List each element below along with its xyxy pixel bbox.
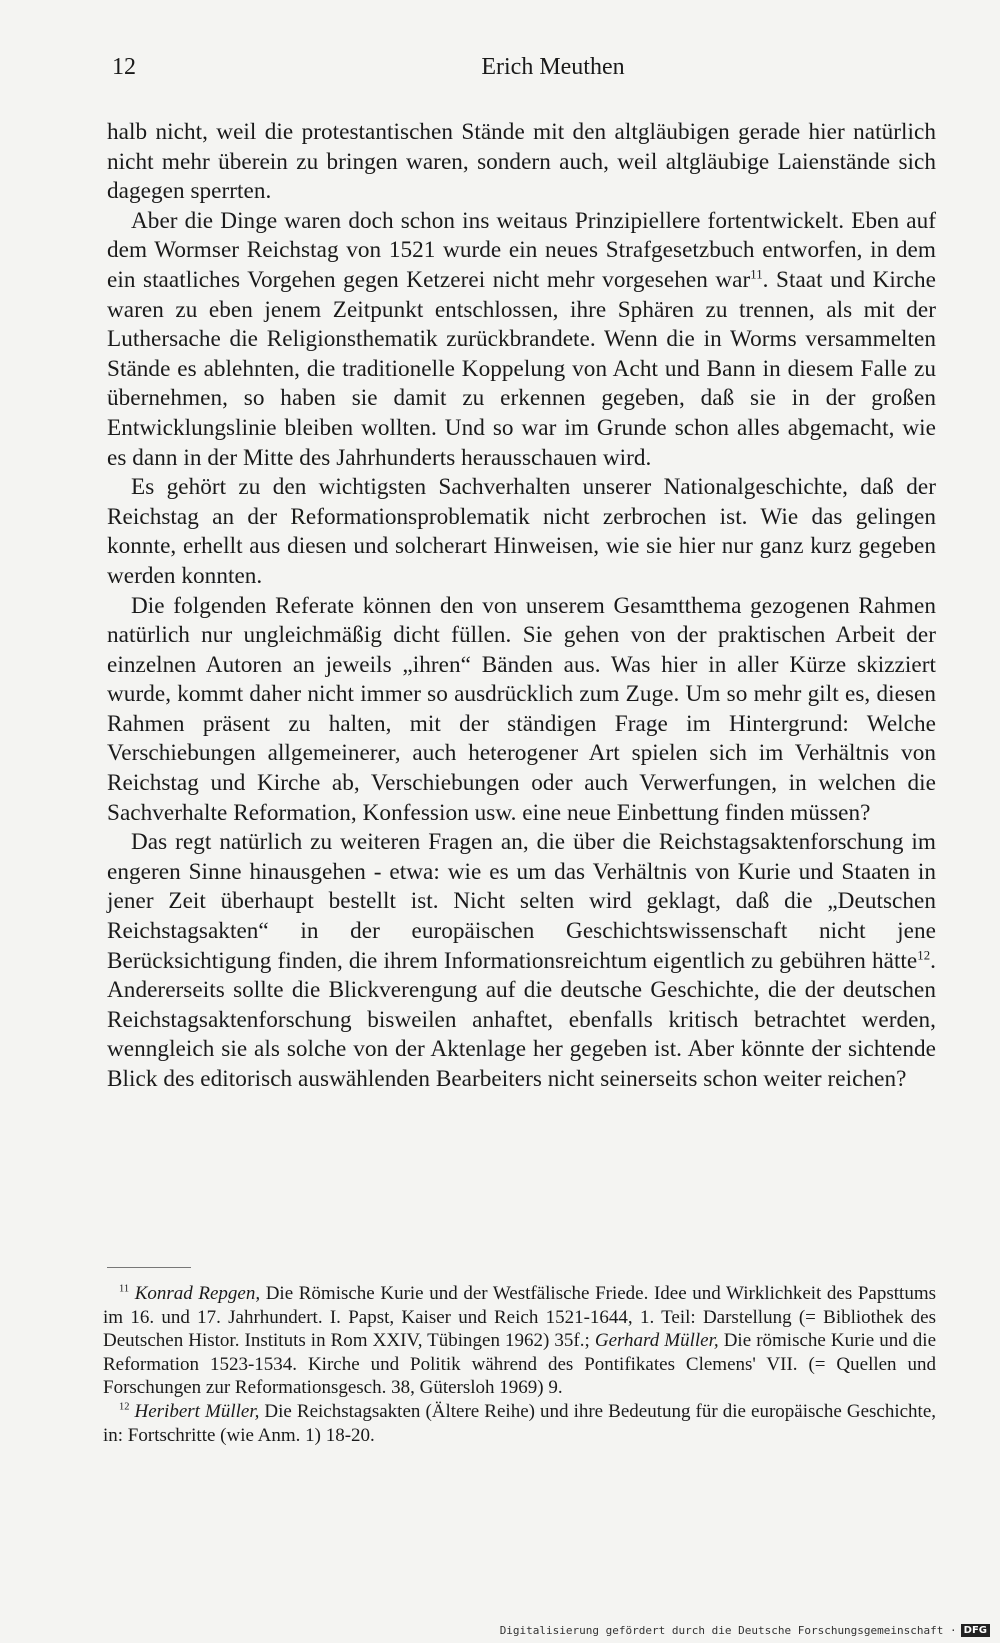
running-head: Erich Meuthen: [481, 54, 625, 80]
paragraph-2-text: Aber die Dinge waren doch schon ins weitaus Prinzipiellere fortentwickelt. Eben auf dem Wormser Reichstag von 1521 wurde ein neues Strafgesetzbuch entworfen, in dem ein staatliches Vorgehen gegen Ketzerei nicht mehr vorgesehen war: [107, 207, 936, 293]
paragraph-2: [107, 207, 936, 473]
paragraph-5-text: Das regt natürlich zu weiteren Fragen an, die über die Reichstagsaktenforschung im engeren Sinne hinausgehen - etwa: wie es um das Verhältnis von Kurie und Staaten in jener Zeit überhaupt bestellt ist. Nicht selten wird geklagt, daß die „Deutschen Reichstagsakten“ in der europäischen Geschichtswissenschaft nicht jene Berücksichtigung finden, die ihrem Informationsreichtum eigentlich zu gebühren hätte: [107, 829, 936, 974]
paragraph-5-continuation: . Andererseits sollte die Blickverengung auf die deutsche Geschichte, die der deutschen Reichstagsaktenforschung bisweilen anhaftet, ebenfalls kritisch betrachtet werden, wenngleich sie als solche von der Aktenlage her gegeben ist. Aber könnte der sichtende Blick des editorisch auswählenden Bearbeiters nicht seinerseits schon weiter reichen?: [107, 947, 936, 1092]
paragraph-2-continuation: . Staat und Kirche waren zu eben jenem Zeitpunkt entschlossen, ihre Sphären zu trennen, als mit der Luthersache die Religionsthematik zurückbrandete. Wenn die in Worms versammelten Stände es ablehnten, die traditionelle Koppelung von Acht und Bann in diesem Falle zu übernehmen, so haben sie damit zu erkennen gegeben, daß sie in der großen Entwicklungslinie bleiben wollten. Und so war im Grunde schon alles abgemacht, wie es dann in der Mitte des Jahrhunderts herausschauen wird.: [107, 266, 936, 471]
page-header: [112, 54, 934, 90]
footnote-12-author: Heribert Müller,: [134, 1400, 260, 1422]
paragraph-3: Es gehört zu den wichtigsten Sachverhalten unserer Nationalgeschichte, daß der Reichstag an der Reformationsproblematik nicht zerbrochen ist. Wie das gelingen konnte, erhellt aus diesen und solcherart Hinweisen, wie sie hier nur ganz kurz gegeben werden konnten.: [107, 474, 936, 589]
footnotes: [103, 1282, 936, 1447]
paragraph-5: [107, 828, 936, 1094]
footnote-12-text: Die Reichstagsakten (Ältere Reihe) und ihre Bedeutung für die europäische Geschichte, in: Fortschritte (wie Anm. 1) 18-20.: [103, 1400, 936, 1446]
footnote-11-number: 11: [119, 1283, 130, 1295]
footnote-12: [103, 1400, 936, 1447]
footnote-11: [103, 1282, 936, 1400]
paragraph-1: halb nicht, weil die protestantischen Stände mit den altgläubigen gerade hier natürlich nicht mehr überein zu bringen waren, sondern auch, weil altgläubige Laienstände sich dagegen sperrten.: [107, 119, 936, 205]
footnote-ref-12[interactable]: 12: [917, 947, 931, 962]
footnote-11-text-1: Die Römische Kurie und der Westfälische Friede. Idee und Wirklichkeit des Papsttums im 16. und 17. Jahrhundert. I. Papst, Kaiser und Reich 1521-1644, 1. Teil: Darstellung (= Bibliothek des Deutschen Histor. Instituts in Rom XXIV, Tübingen 1962) 35f.;: [103, 1283, 936, 1352]
page-number: 12: [112, 54, 136, 80]
paragraph-4: Die folgenden Referate können den von unserem Gesamtthema gezogenen Rahmen natürlich nur ungleichmäßig dicht füllen. Sie gehen von der praktischen Arbeit der einzelnen Autoren an jeweils „ihren“ Bänden aus. Was hier in aller Kürze skizziert wurde, kommt daher nicht immer so ausdrücklich zum Zuge. Um so mehr gilt es, diesen Rahmen präsent zu halten, mit der ständigen Frage im Hintergrund: Welche Verschiebungen allgemeinerer, auch heterogener Art spielen sich im Verhältnis von Reichstag und Kirche ab, Verschiebungen oder auch Verwerfungen, in welchen die Sachverhalte Reformation, Konfession usw. eine neue Einbettung finden müssen?: [107, 592, 936, 826]
footnote-11-text-2: Die römische Kurie und die Reformation 1523-1534. Kirche und Politik während des Pontifikates Clemens' VII. (= Quellen und Forschungen zur Reformationsgesch. 38, Gütersloh 1969) 9.: [103, 1330, 936, 1399]
footnote-12-number: 12: [119, 1401, 130, 1413]
dfg-logo: DFG: [961, 1624, 990, 1637]
digitization-credit: [500, 1624, 990, 1637]
body-text: [107, 118, 936, 1095]
footnote-11-author-1: Konrad Repgen,: [134, 1283, 261, 1304]
footnote-11-author-2: Gerhard Müller,: [594, 1330, 719, 1352]
credit-text: Digitalisierung gefördert durch die Deutsche Forschungsgemeinschaft ·: [499, 1624, 957, 1637]
footnote-divider: [107, 1267, 191, 1268]
footnote-ref-11[interactable]: 11: [750, 267, 763, 282]
